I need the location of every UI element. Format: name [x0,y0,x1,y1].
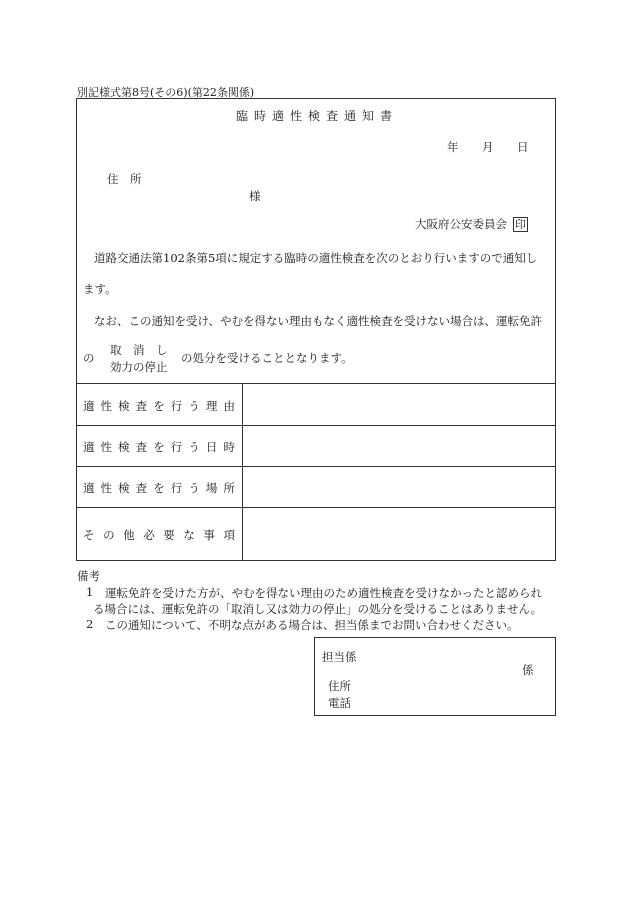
date-day-label: 日 [517,140,529,154]
seal-stamp: 印 [515,218,526,231]
notes-heading: 備考 [77,569,100,583]
note-1-number: 1 [86,585,94,599]
paragraph-1-line-2: ます。 [83,282,117,296]
note-1-line-2: る場合には、運転免許の「取消し又は効力の停止」の処分を受けることはありません。 [93,602,543,616]
paragraph-2-no: の [83,351,95,365]
table-top-border [77,383,555,384]
date-year-label: 年 [447,140,459,154]
contact-phone-label: 電話 [328,696,351,710]
issuer-block [415,216,528,232]
contact-box [314,637,556,716]
contact-section-suffix: 係 [522,663,534,677]
option-revoke: 取 消 し [110,343,168,357]
contact-label: 担当係 [322,650,357,664]
recipient-honorific: 様 [249,189,261,203]
note-1-line-1: 運転免許を受けた方が、やむを得ない理由のため適性検査を受けなかったと認められ [105,586,542,600]
date-month-label: 月 [482,140,494,154]
table-row-divider [77,507,555,508]
issuer-name: 大阪府公安委員会 [415,217,507,231]
note-2-number: 2 [86,617,94,631]
table-row-label: 適性検査を行う理由 [83,399,235,413]
option-suspend: 効力の停止 [110,360,168,374]
table-column-divider [242,383,243,561]
table-row-divider [77,425,555,426]
note-2-line-1: この通知について、不明な点がある場合は、担当係までお問い合わせください。 [105,618,519,632]
form-label: 別記様式第8号(その6)(第22条関係) [77,86,255,99]
document-title: 臨時適性検査通知書 [235,109,398,123]
recipient-address-label: 住 所 [107,172,142,186]
table-row-label: 適性検査を行う日時 [83,440,235,454]
contact-address-label: 住所 [328,679,351,693]
paragraph-1-line-1: 道路交通法第102条第5項に規定する臨時の適性検査を次のとおり行いますので通知し [94,251,538,265]
notice-form [76,98,556,561]
paragraph-2-tail: の処分を受けることとなります。 [181,351,353,365]
table-row-divider [77,466,555,467]
paragraph-2-line-1: なお、この通知を受け、やむを得ない理由もなく適性検査を受けない場合は、運転免許 [94,314,543,328]
table-row-label: 適性検査を行う場所 [83,481,235,495]
table-row-label: その他必要な事項 [83,528,235,542]
